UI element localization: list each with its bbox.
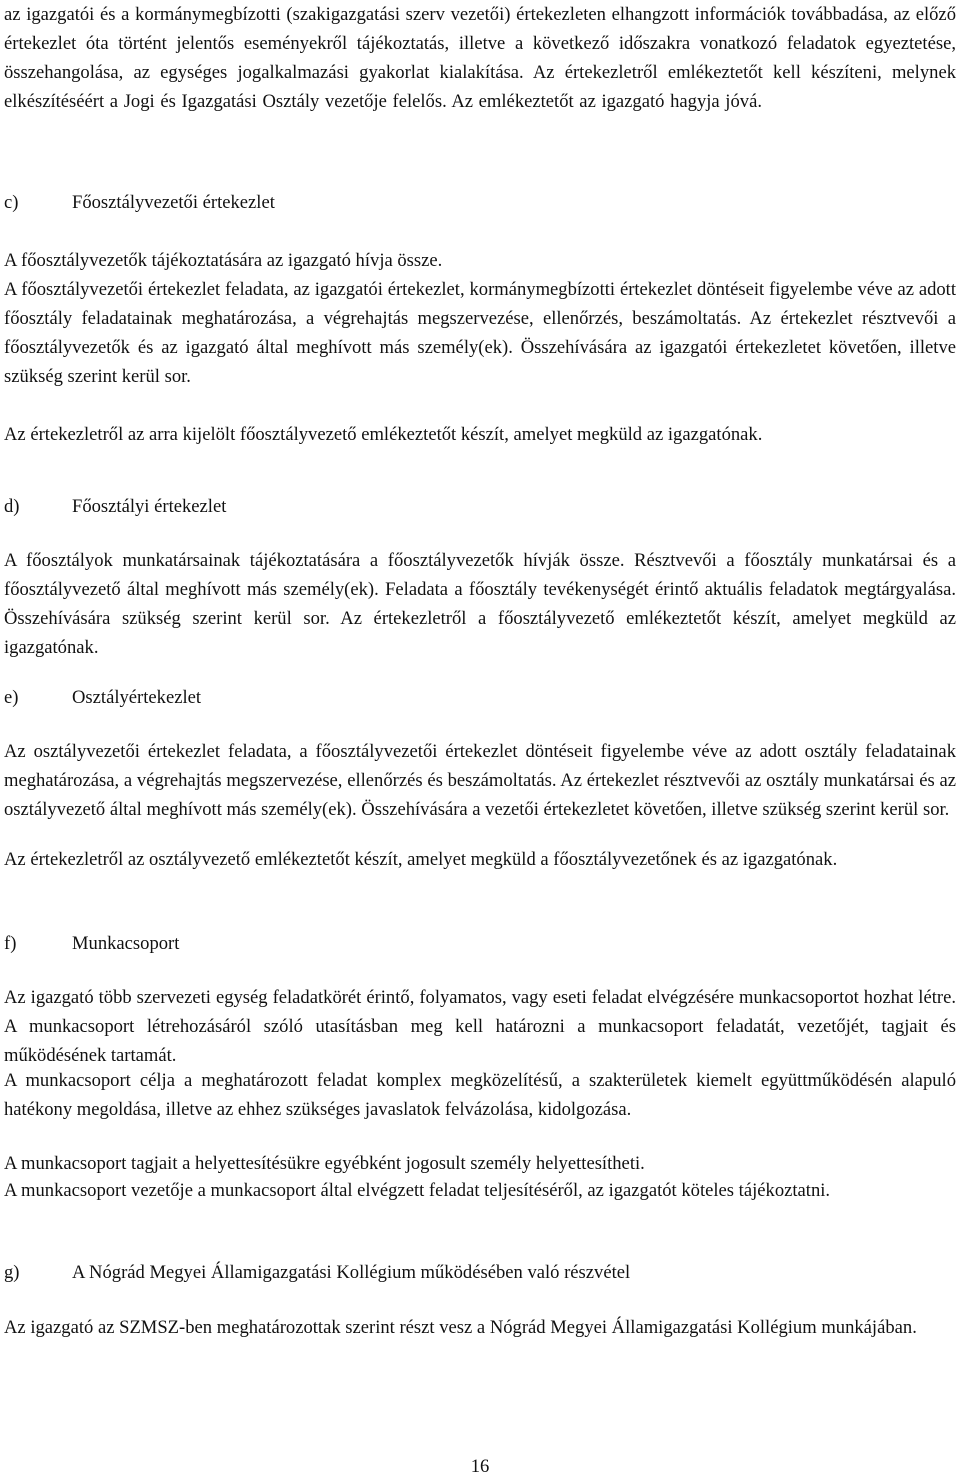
section-e-paragraph-1: Az osztályvezetői értekezlet feladata, a főosztályvezetői értekezlet döntéseit figyelembe véve az adott osztály feladatainak meghatározása, a végrehajtás megszervezése, ellenőrzés és beszámoltatás. Az értekezlet résztvevői az osztály munkatársai és az osztályvezető által meghívott más személy(ek). Összehívására a vezetői értekezletet követően, illetve szükség szerint kerül sor. [4, 741, 956, 820]
section-f-paragraph-4: A munkacsoport vezetője a munkacsoport által elvégzett feladat teljesítéséről, az igazgatót köteles tájékoztatni. [4, 1180, 831, 1201]
section-c-letter: c) [4, 192, 19, 213]
section-c-paragraph-1: A főosztályvezetők tájékoztatására az igazgató hívja össze. [4, 250, 443, 271]
section-g-letter: g) [4, 1262, 20, 1283]
section-g-title: A Nógrád Megyei Államigazgatási Kollégium működésében való részvétel [72, 1262, 631, 1283]
section-g-paragraph-1: Az igazgató az SZMSZ-ben meghatározottak szerint részt vesz a Nógrád Megyei Államigazgatási Kollégium munkájában. [4, 1317, 917, 1338]
section-f-title: Munkacsoport [72, 933, 180, 954]
section-e-paragraph-2: Az értekezletről az osztályvezető emlékeztetőt készít, amelyet megküld a főosztályvezetőnek és az igazgatónak. [4, 849, 838, 870]
section-f-paragraph-3: A munkacsoport tagjait a helyettesítésükre egyébként jogosult személy helyettesítheti. [4, 1153, 645, 1174]
document-page [4, 0, 956, 1482]
section-g-heading [4, 1258, 630, 1287]
section-f-paragraph-2: A munkacsoport célja a meghatározott feladat komplex megközelítésű, a szakterületek kiemelt együttműködésén alapuló hatékony megoldása, illetve az ehhez szükséges javaslatok felvázolása, kidolgozása. [4, 1070, 956, 1120]
section-c-paragraph-2: A főosztályvezetői értekezlet feladata, az igazgatói értekezlet, kormánymegbízotti értekezlet döntéseit figyelembe véve az adott főosztály feladatainak meghatározása, a végrehajtás megszervezése, ellenőrzés, beszámoltatás. Az értekezlet résztvevői a főosztályvezetők és az igazgató által meghívott más személy(ek). Összehívására az igazgatói értekezletet követően, illetve szükség szerint kerül sor. [4, 279, 956, 387]
section-e-letter: e) [4, 687, 19, 708]
section-c-paragraph-3: Az értekezletről az arra kijelölt főosztályvezető emlékeztetőt készít, amelyet megküld az igazgatónak. [4, 424, 763, 445]
section-d-letter: d) [4, 496, 20, 517]
section-c-title: Főosztályvezetői értekezlet [72, 192, 275, 213]
section-f-paragraph-1: Az igazgató több szervezeti egység feladatkörét érintő, folyamatos, vagy eseti feladat elvégzésére munkacsoportot hozhat létre. A munkacsoport létrehozásáról szóló utasításban meg kell határozni a munkacsoport feladatát, vezetőjét, tagjait és működésének tartamát. [4, 987, 956, 1066]
section-e-title: Osztályértekezlet [72, 687, 202, 708]
section-f-heading [4, 929, 179, 958]
page-number: 16 [470, 1456, 490, 1477]
section-c-heading [4, 188, 275, 217]
section-e-heading [4, 683, 201, 712]
section-f-letter: f) [4, 933, 17, 954]
section-d-title: Főosztályi értekezlet [72, 496, 227, 517]
intro-paragraph: az igazgatói és a kormánymegbízotti (szakigazgatási szerv vezetői) értekezleten elhangzott információk továbbadása, az előző értekezlet óta történt jelentős eseményekről tájékoztatás, illetve a következő időszakra vonatkozó feladatok egyeztetése, összehangolása, az egységes jogalkalmazási gyakorlat kialakítása. Az értekezletről emlékeztetőt kell készíteni, melynek elkészítéséért a Jogi és Igazgatási Osztály vezetője felelős. Az emlékeztetőt az igazgató hagyja jóvá. [4, 4, 956, 112]
section-d-paragraph-1: A főosztályok munkatársainak tájékoztatására a főosztályvezetők hívják össze. Résztvevői a főosztály munkatársai és a főosztályvezető által meghívott más személy(ek). Feladata a főosztály tevékenységét érintő aktuális feladatok megtárgyalása. Összehívására szükség szerint kerül sor. Az értekezletről a főosztályvezető emlékeztetőt készít, amelyet megküld az igazgatónak. [4, 550, 956, 658]
section-d-heading [4, 492, 226, 521]
